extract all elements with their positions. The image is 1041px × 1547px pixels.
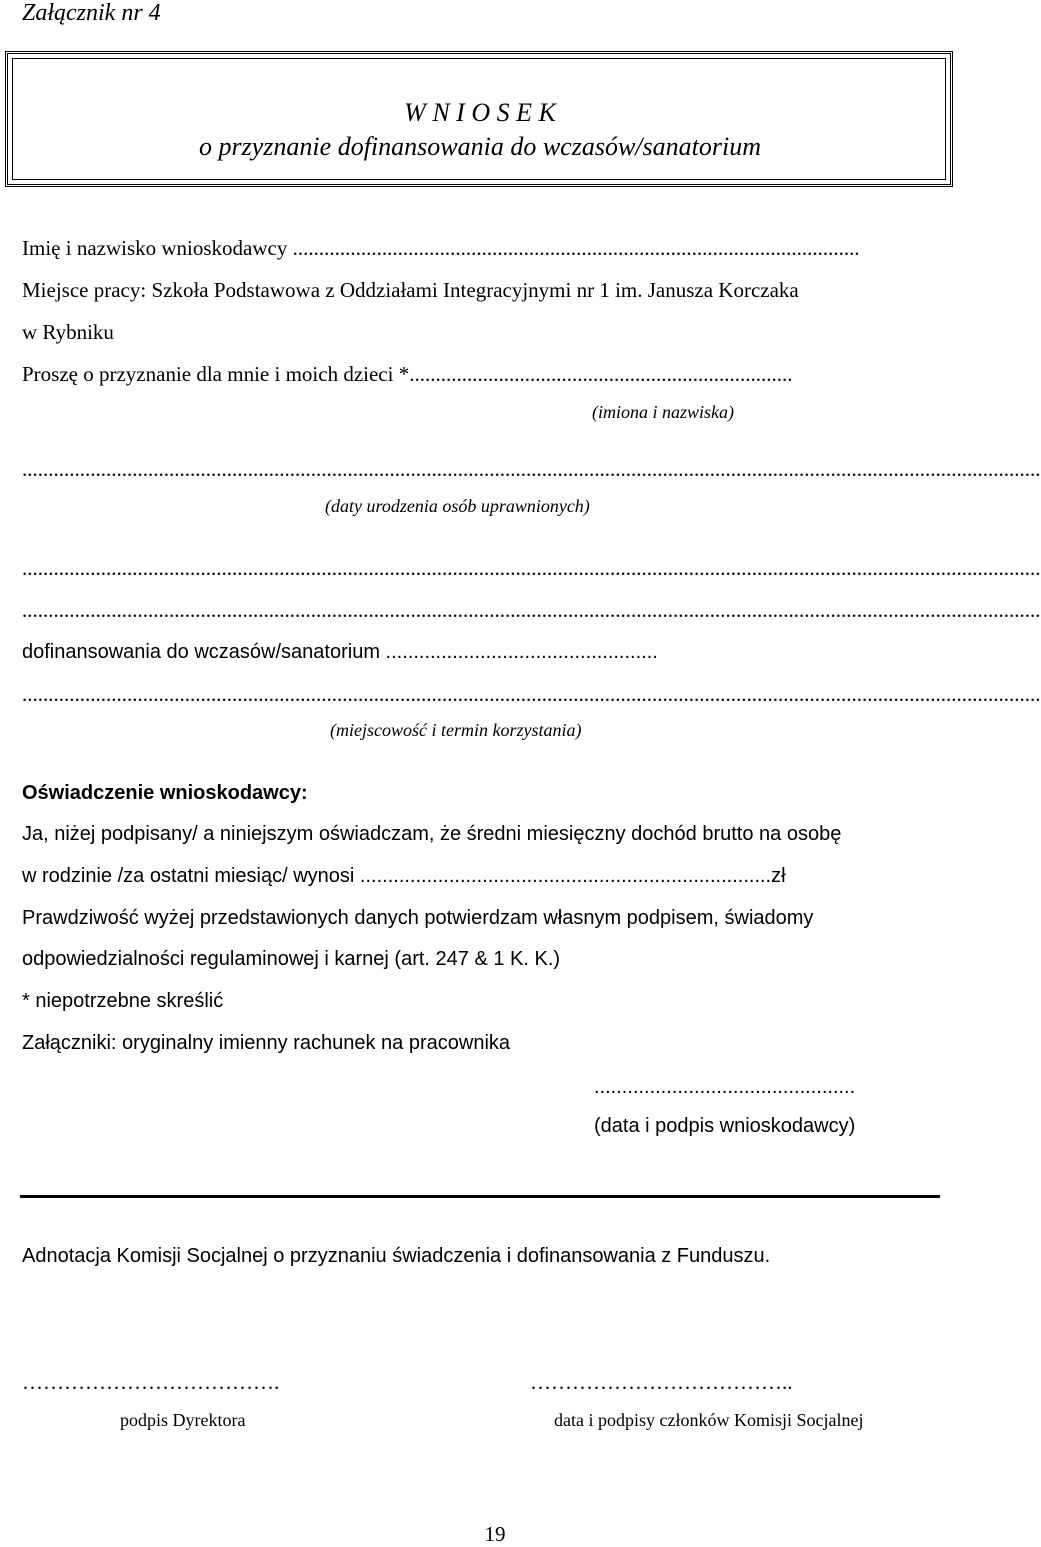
statement-line-4: odpowiedzialności regulaminowej i karnej (art. 247 & 1 K. K.) (22, 948, 561, 970)
blank-line-2[interactable]: .................................................................................................................................................................................................. (22, 556, 1041, 580)
document-title: W N I O S E K (404, 98, 556, 127)
applicant-name-line[interactable] (22, 236, 937, 261)
blank-line-3[interactable]: .................................................................................................................................................................................................. (22, 598, 1041, 622)
commission-annotation: Adnotacja Komisji Socjalnej o przyznaniu świadczenia i dofinansowania z Funduszu. (22, 1245, 771, 1267)
request-text: Proszę o przyznanie dla mnie i moich dzieci * (22, 362, 410, 386)
statement-line-1: Ja, niżej podpisany/ a niniejszym oświadczam, że średni miesięczny dochód brutto na osobę (22, 823, 842, 845)
applicant-name-dots: ............................................................................................................ (292, 236, 860, 260)
workplace-line-2: w Rybniku (22, 320, 114, 344)
signature-label: (data i podpis wnioskodawcy) (594, 1115, 856, 1137)
income-line[interactable] (22, 865, 937, 888)
funding-text: dofinansowania do wczasów/sanatorium (22, 641, 380, 663)
director-signature-label: podpis Dyrektora (120, 1410, 246, 1430)
applicant-name-label: Imię i nazwisko wnioskodawcy (22, 236, 288, 260)
footnote: * niepotrzebne skreślić (22, 990, 224, 1012)
request-line[interactable] (22, 362, 937, 387)
blank-line-4[interactable]: .................................................................................................................................................................................................. (22, 682, 1041, 706)
commission-signature-dots[interactable]: ……………………………….. (530, 1370, 793, 1394)
director-signature-dots[interactable]: ………………………………. (22, 1370, 280, 1394)
income-text: w rodzinie /za ostatni miesiąc/ wynosi (22, 865, 355, 887)
place-term-hint: (miejscowość i termin korzystania) (330, 720, 582, 740)
income-dots: .......................................................................... (359, 865, 772, 887)
workplace-line-1: Miejsce pracy: Szkoła Podstawowa z Oddziałami Integracyjnymi nr 1 im. Janusza Korczaka (22, 278, 799, 302)
commission-signature-label: data i podpisy członków Komisji Socjalnej (554, 1410, 864, 1430)
page-number: 19 (484, 1522, 506, 1546)
statement-heading: Oświadczenie wnioskodawcy: (22, 782, 308, 804)
attachment-label: Załącznik nr 4 (22, 0, 161, 26)
names-hint: (imiona i nazwiska) (592, 402, 734, 422)
signature-dots[interactable]: ............................................... (594, 1076, 856, 1098)
request-dots: ......................................................................... (409, 362, 793, 386)
income-unit: zł (771, 865, 786, 887)
document-subtitle: o przyznanie dofinansowania do wczasów/sanatorium (199, 132, 761, 161)
blank-line-1[interactable]: .................................................................................................................................................................................................. (22, 457, 1041, 481)
section-divider (20, 1195, 940, 1198)
funding-dots: ................................................. (385, 641, 658, 663)
attachments-line: Załączniki: oryginalny imienny rachunek na pracownika (22, 1032, 511, 1054)
birth-dates-hint: (daty urodzenia osób uprawnionych) (325, 496, 590, 516)
funding-line[interactable] (22, 641, 937, 664)
statement-line-3: Prawdziwość wyżej przedstawionych danych potwierdzam własnym podpisem, świadomy (22, 907, 814, 929)
